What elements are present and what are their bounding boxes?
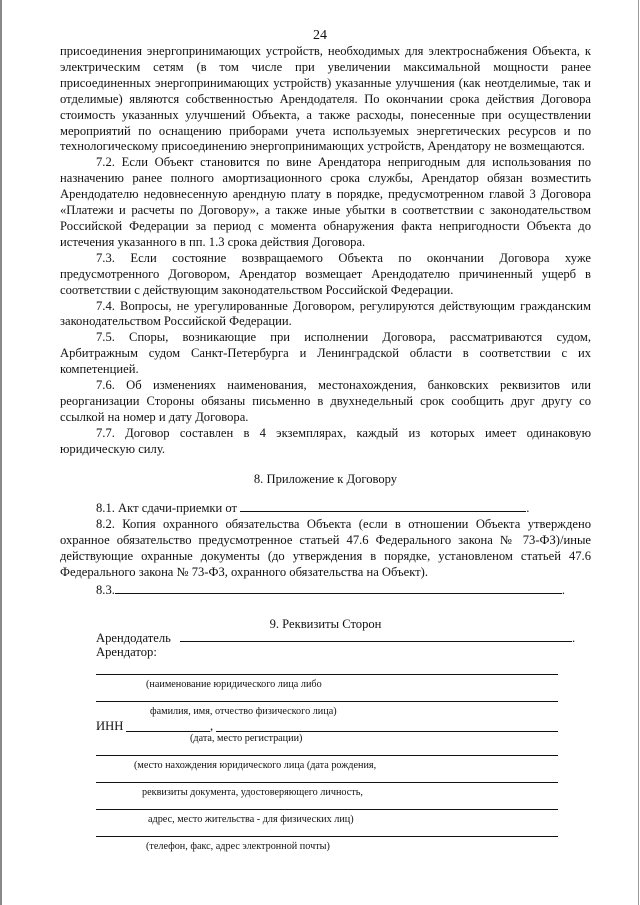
paragraph-7-5: 7.5. Споры, возникающие при исполнении Договора, рассматриваются судом, Арбитражным судом Санкт-Петербурга и Ленинградской области в соответствии с их компетенцией.	[60, 330, 591, 377]
act-date-field[interactable]	[240, 499, 526, 512]
paragraph-7-4: 7.4. Вопросы, не урегулированные Договором, регулируются действующим гражданским законодательством Российской Федерации.	[60, 298, 591, 329]
paragraph-continuation: присоединения энергопринимающих устройств, необходимых для электроснабжения Объекта, к электрическим сетям (в том числе при увеличении максимальной мощности ранее присоединенных энергопринимающих устройств) указанные улучшения (как неотделимые, так и отделимые) являются собственностью Арендодателя. По окончании срока действия Договора стоимость указанных улучшений Объекта, а также расходы, понесенные при осуществлении мероприятий по оснащению приборами учета используемых энергетических ресурсов и по технологическому присоединению энергопринимающих устройств, Арендатору не возмещаются.	[60, 44, 591, 154]
inn-separator: ,	[210, 719, 214, 733]
item-8-1-label: 8.1. Акт сдачи-приемки от	[96, 501, 238, 516]
landlord-tail: .	[572, 631, 576, 645]
contacts-line[interactable]	[96, 836, 558, 837]
inn-label: ИНН	[96, 719, 124, 733]
page-number: 24	[313, 28, 327, 43]
paragraph-7-2: 7.2. Если Объект становится по вине Арендатора непригодным для использования по назначению ранее полного амортизационного срока службы, Арендатор обязан возместить Арендодателю недовнесенную арендную плату в порядке, предусмотренном главой 3 Договора «Платежи и расчеты по Договору», а также иные убытки в соответствии с законодательством Российской Федерации за период с момента обнаружения факта непригодности Объекта до истечения указанного в пп. 1.3 срока действия Договора.	[60, 155, 591, 249]
caption-document: реквизиты документа, удостоверяющего личность,	[142, 787, 363, 798]
section-9-heading: 9. Реквизиты Сторон	[269, 616, 382, 631]
paragraph-7-3: 7.3. Если состояние возвращаемого Объекта по окончании Договора хуже предусмотренного Договором, Арендатор возмещает Арендодателю причиненный ущерб в соответствии с действующим законодательством Российской Федерации.	[60, 250, 591, 297]
caption-date: (дата, место регистрации)	[190, 733, 303, 744]
item-8-2: 8.2. Копия охранного обязательства Объекта (если в отношении Объекта утверждено охранное обязательство предусмотренное статьей 47.6 Федерального закона № 73-ФЗ)/иные действующие охранные документы (до утверждения в порядке, установленом статьей 47.6 Федерального закона № 73-ФЗ, охранного обязательства на Объект).	[60, 517, 591, 580]
caption-fio: фамилия, имя, отчество физического лица)	[150, 706, 337, 717]
scan-edge-right	[638, 0, 639, 905]
document-line[interactable]	[96, 782, 558, 783]
caption-contacts: (телефон, факс, адрес электронной почты)	[146, 841, 330, 852]
paragraph-7-6: 7.6. Об изменениях наименования, местонахождения, банковских реквизитов или реорганизации Стороны обязаны письменно в двухнедельный срок сообщить друг другу со ссылкой на номер и дату Договора.	[60, 378, 591, 424]
item-8-3-label: 8.3.	[96, 583, 115, 597]
tenant-row	[96, 645, 591, 661]
caption-location: (место нахождения юридического лица (дата рождения,	[134, 760, 377, 771]
registration-field[interactable]	[216, 731, 558, 732]
address-line[interactable]	[96, 809, 558, 810]
item-8-3	[60, 581, 591, 599]
tenant-name-line[interactable]	[96, 674, 558, 675]
item-8-3-tail: .	[561, 583, 566, 597]
item-8-1	[60, 499, 591, 517]
tenant-fio-line[interactable]	[96, 701, 558, 702]
caption-name: (наименование юридического лица либо	[146, 679, 322, 690]
item-8-3-field[interactable]	[115, 581, 562, 594]
tenant-label: Арендатор:	[96, 645, 157, 659]
inn-field[interactable]	[126, 731, 210, 732]
party-details	[60, 629, 591, 661]
contract-body	[60, 44, 591, 649]
location-line[interactable]	[96, 755, 558, 756]
landlord-label: Арендодатель	[96, 631, 171, 645]
paragraph-7-7: 7.7. Договор составлен в 4 экземплярах, каждый из которых имеет одинаковую юридическую силу.	[60, 425, 591, 456]
scan-edge-left	[0, 0, 2, 905]
item-8-1-tail: .	[526, 501, 530, 516]
section-8-heading: 8. Приложение к Договору	[253, 471, 398, 486]
landlord-field[interactable]	[180, 629, 572, 642]
landlord-row	[96, 629, 591, 645]
caption-address: адрес, место жительства - для физических лиц)	[148, 814, 354, 825]
